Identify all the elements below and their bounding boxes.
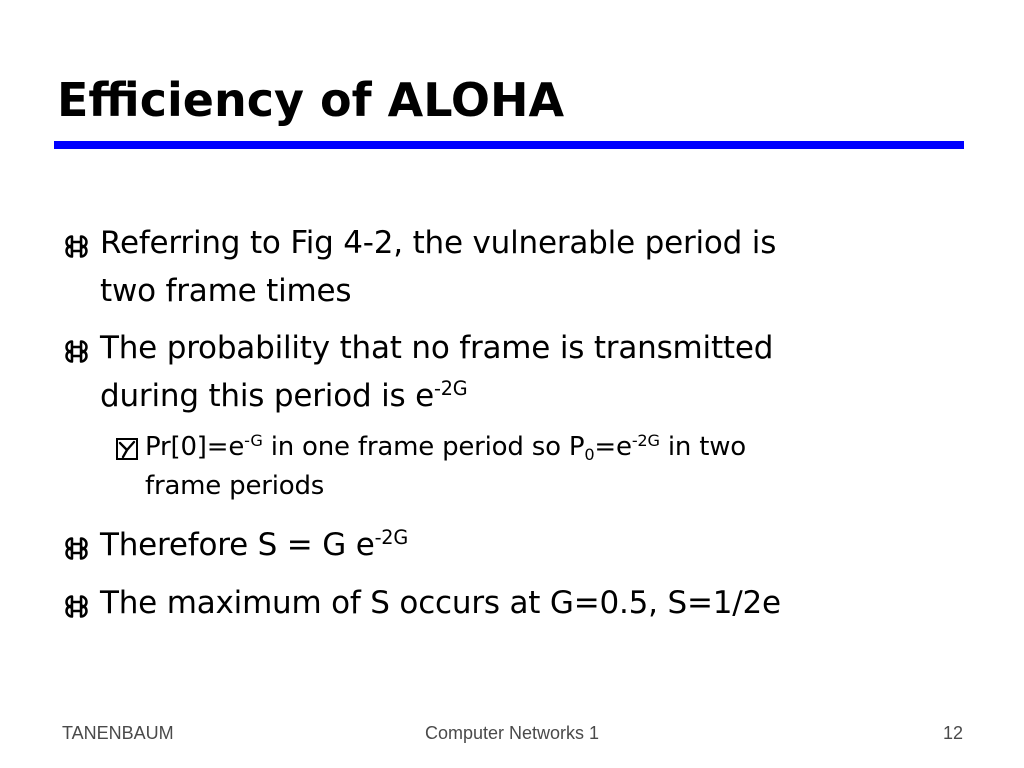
bullet-throughput-formula <box>100 521 910 569</box>
bullet-vulnerable-period <box>100 219 910 315</box>
slide-title: Efficiency of ALOHA <box>57 73 565 127</box>
bullet-text: in two <box>659 432 746 462</box>
bullet-line <box>100 372 910 420</box>
bullet-maximum-throughput <box>100 579 910 627</box>
bullet-text: Therefore S = G e <box>100 527 375 563</box>
command-key-icon <box>62 232 91 261</box>
bullet-line <box>145 428 915 467</box>
checked-box-icon <box>115 437 139 461</box>
bullet-text: two frame times <box>100 273 352 309</box>
footer-author: TANENBAUM <box>62 723 174 743</box>
bullet-text: The probability that no frame is transmitted <box>100 330 774 366</box>
superscript: -2G <box>433 377 468 401</box>
bullet-line <box>100 267 910 315</box>
command-key-icon <box>62 534 91 563</box>
subscript: 0 <box>584 444 595 464</box>
superscript: -2G <box>374 526 409 550</box>
bullet-no-frame-probability <box>100 324 910 420</box>
footer-page-number: 12 <box>942 723 963 743</box>
bullet-text: frame periods <box>145 471 325 501</box>
superscript: -G <box>244 431 263 451</box>
bullet-line <box>100 324 910 372</box>
bullet-line <box>100 579 910 627</box>
bullet-text: in one frame period so P <box>262 432 585 462</box>
superscript: -2G <box>631 431 660 451</box>
bullet-line <box>100 219 910 267</box>
bullet-text: Referring to Fig 4-2, the vulnerable period is <box>100 225 777 261</box>
command-key-icon <box>62 592 91 621</box>
command-key-icon <box>62 337 91 366</box>
footer-course: Computer Networks 1 <box>424 723 600 743</box>
bullet-text: =e <box>594 432 632 462</box>
subbullet-frame-periods <box>145 428 915 506</box>
bullet-text: The maximum of S occurs at G=0.5, S=1/2e <box>100 585 781 621</box>
bullet-line <box>100 521 910 569</box>
bullet-text: Pr[0]=e <box>145 432 245 462</box>
bullet-line <box>145 467 915 506</box>
bullet-text: during this period is e <box>100 378 434 414</box>
